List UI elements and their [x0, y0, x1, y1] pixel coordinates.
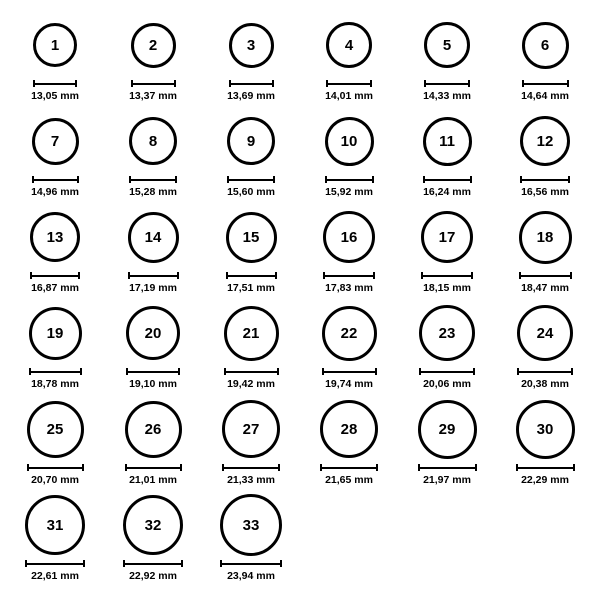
- ring-diameter-label: 19,10 mm: [129, 378, 177, 390]
- ring-diameter-label: 22,92 mm: [129, 570, 177, 582]
- ring-size-label: 31: [46, 516, 64, 534]
- ring-size-label: 25: [46, 420, 64, 438]
- ring-size-label: 16: [340, 228, 358, 246]
- ring-size-label: 27: [242, 420, 260, 438]
- ring-size-cell: [496, 302, 594, 398]
- caliper-bar: [424, 80, 470, 87]
- caliper-bar: [129, 176, 177, 183]
- ring-circle-wrap: [131, 14, 176, 76]
- ring-circle-wrap: [418, 398, 477, 460]
- ring-size-label: 18: [536, 228, 554, 246]
- ring-diameter-label: 15,60 mm: [227, 186, 275, 198]
- ring-circle-wrap: [224, 302, 279, 364]
- ring-circle-icon: [520, 116, 570, 166]
- diameter-caliper-icon: [29, 367, 82, 376]
- caliper-bar: [126, 368, 180, 375]
- caliper-bar: [131, 80, 176, 87]
- ring-circle-icon: [126, 306, 180, 360]
- ring-size-cell: [104, 494, 202, 590]
- caliper-bar: [323, 272, 375, 279]
- ring-size-cell: [202, 494, 300, 590]
- caliper-bar: [421, 272, 473, 279]
- caliper-bar: [32, 176, 79, 183]
- caliper-bar: [27, 464, 84, 471]
- ring-diameter-label: 15,28 mm: [129, 186, 177, 198]
- ring-circle-wrap: [33, 14, 77, 76]
- diameter-caliper-icon: [27, 463, 84, 472]
- diameter-caliper-icon: [224, 367, 279, 376]
- ring-circle-icon: [229, 23, 274, 68]
- ring-circle-icon: [125, 401, 182, 458]
- ring-circle-wrap: [126, 302, 180, 364]
- ring-size-cell: [398, 14, 496, 110]
- ring-circle-icon: [32, 118, 79, 165]
- caliper-bar: [516, 464, 575, 471]
- ring-circle-wrap: [222, 398, 280, 460]
- ring-size-label: 8: [148, 132, 158, 150]
- ring-size-label: 13: [46, 228, 64, 246]
- ring-circle-icon: [226, 212, 277, 263]
- ring-circle-wrap: [25, 494, 85, 556]
- ring-circle-wrap: [30, 206, 80, 268]
- ring-circle-icon: [131, 23, 176, 68]
- ring-diameter-label: 13,37 mm: [129, 90, 177, 102]
- ring-circle-icon: [27, 401, 84, 458]
- ring-circle-wrap: [129, 110, 177, 172]
- ring-diameter-label: 20,06 mm: [423, 378, 471, 390]
- ring-diameter-label: 23,94 mm: [227, 570, 275, 582]
- ring-size-cell: [104, 110, 202, 206]
- ring-size-grid: [6, 14, 594, 590]
- ring-size-label: 4: [344, 36, 354, 54]
- ring-size-cell: [6, 494, 104, 590]
- diameter-caliper-icon: [519, 271, 572, 280]
- ring-circle-wrap: [27, 398, 84, 460]
- ring-circle-icon: [519, 211, 572, 264]
- ring-size-label: 32: [144, 516, 162, 534]
- diameter-caliper-icon: [32, 175, 79, 184]
- diameter-caliper-icon: [126, 367, 180, 376]
- caliper-bar: [125, 464, 182, 471]
- ring-diameter-label: 19,74 mm: [325, 378, 373, 390]
- ring-size-label: 29: [438, 420, 456, 438]
- ring-circle-wrap: [517, 302, 573, 364]
- ring-diameter-label: 21,65 mm: [325, 474, 373, 486]
- ring-size-cell: [202, 398, 300, 494]
- ring-size-cell: [104, 302, 202, 398]
- ring-circle-wrap: [326, 14, 372, 76]
- diameter-caliper-icon: [326, 79, 372, 88]
- ring-size-label: 26: [144, 420, 162, 438]
- diameter-caliper-icon: [128, 271, 179, 280]
- ring-size-cell: [104, 206, 202, 302]
- ring-size-label: 28: [340, 420, 358, 438]
- ring-diameter-label: 20,38 mm: [521, 378, 569, 390]
- diameter-caliper-icon: [226, 271, 277, 280]
- ring-size-label: 22: [340, 324, 358, 342]
- ring-size-label: 11: [439, 132, 455, 150]
- ring-diameter-label: 14,96 mm: [31, 186, 79, 198]
- ring-diameter-label: 16,87 mm: [31, 282, 79, 294]
- diameter-caliper-icon: [418, 463, 477, 472]
- ring-size-cell: [496, 14, 594, 110]
- caliper-bar: [224, 368, 279, 375]
- ring-circle-icon: [227, 117, 275, 165]
- ring-circle-icon: [522, 22, 569, 69]
- ring-circle-wrap: [123, 494, 183, 556]
- caliper-bar: [419, 368, 475, 375]
- ring-size-cell: [300, 110, 398, 206]
- ring-circle-wrap: [419, 302, 475, 364]
- ring-circle-wrap: [322, 302, 377, 364]
- diameter-caliper-icon: [423, 175, 472, 184]
- ring-diameter-label: 17,51 mm: [227, 282, 275, 294]
- caliper-bar: [29, 368, 82, 375]
- ring-circle-icon: [516, 400, 575, 459]
- ring-diameter-label: 18,47 mm: [521, 282, 569, 294]
- diameter-caliper-icon: [424, 79, 470, 88]
- diameter-caliper-icon: [131, 79, 176, 88]
- ring-diameter-label: 15,92 mm: [325, 186, 373, 198]
- ring-circle-wrap: [320, 398, 378, 460]
- ring-circle-wrap: [424, 14, 470, 76]
- ring-circle-icon: [320, 400, 378, 458]
- caliper-bar: [220, 560, 282, 567]
- diameter-caliper-icon: [421, 271, 473, 280]
- ring-diameter-label: 13,05 mm: [31, 90, 79, 102]
- ring-size-label: 14: [144, 228, 162, 246]
- ring-size-cell: [6, 206, 104, 302]
- ring-circle-icon: [222, 400, 280, 458]
- caliper-bar: [326, 80, 372, 87]
- ring-diameter-label: 17,19 mm: [129, 282, 177, 294]
- ring-diameter-label: 13,69 mm: [227, 90, 275, 102]
- ring-size-cell: [202, 302, 300, 398]
- ring-diameter-label: 14,33 mm: [423, 90, 471, 102]
- ring-circle-icon: [322, 306, 377, 361]
- diameter-caliper-icon: [520, 175, 570, 184]
- ring-circle-icon: [325, 117, 374, 166]
- ring-circle-wrap: [226, 206, 277, 268]
- ring-circle-icon: [421, 211, 473, 263]
- ring-size-label: 6: [540, 36, 550, 54]
- diameter-caliper-icon: [125, 463, 182, 472]
- diameter-caliper-icon: [123, 559, 183, 568]
- caliper-bar: [229, 80, 274, 87]
- diameter-caliper-icon: [129, 175, 177, 184]
- ring-size-cell: [398, 302, 496, 398]
- ring-circle-icon: [517, 305, 573, 361]
- ring-size-cell: [496, 206, 594, 302]
- diameter-caliper-icon: [33, 79, 77, 88]
- ring-size-label: 2: [148, 36, 158, 54]
- diameter-caliper-icon: [522, 79, 569, 88]
- ring-circle-wrap: [421, 206, 473, 268]
- ring-size-cell: [6, 14, 104, 110]
- ring-size-label: 17: [438, 228, 456, 246]
- ring-size-cell: [398, 110, 496, 206]
- ring-size-cell: [496, 110, 594, 206]
- ring-size-cell: [202, 206, 300, 302]
- ring-circle-icon: [33, 23, 77, 67]
- ring-circle-icon: [424, 22, 470, 68]
- ring-diameter-label: 21,01 mm: [129, 474, 177, 486]
- caliper-bar: [517, 368, 573, 375]
- ring-circle-wrap: [522, 14, 569, 76]
- ring-circle-icon: [123, 495, 183, 555]
- ring-size-cell: [104, 14, 202, 110]
- diameter-caliper-icon: [325, 175, 374, 184]
- ring-size-cell: [300, 14, 398, 110]
- caliper-bar: [325, 176, 374, 183]
- ring-circle-wrap: [125, 398, 182, 460]
- ring-diameter-label: 18,15 mm: [423, 282, 471, 294]
- ring-circle-icon: [418, 400, 477, 459]
- ring-circle-icon: [423, 117, 472, 166]
- ring-diameter-label: 18,78 mm: [31, 378, 79, 390]
- ring-size-label: 9: [246, 132, 256, 150]
- caliper-bar: [222, 464, 280, 471]
- ring-size-label: 30: [536, 420, 554, 438]
- ring-size-cell: [6, 398, 104, 494]
- ring-circle-wrap: [520, 110, 570, 172]
- ring-size-cell: [496, 398, 594, 494]
- caliper-bar: [226, 272, 277, 279]
- ring-circle-wrap: [516, 398, 575, 460]
- caliper-bar: [128, 272, 179, 279]
- ring-circle-wrap: [323, 206, 375, 268]
- ring-size-label: 24: [536, 324, 554, 342]
- ring-size-cell: [398, 398, 496, 494]
- ring-size-cell: [300, 206, 398, 302]
- ring-circle-icon: [323, 211, 375, 263]
- diameter-caliper-icon: [323, 271, 375, 280]
- ring-size-label: 20: [144, 324, 162, 342]
- ring-circle-wrap: [519, 206, 572, 268]
- caliper-bar: [25, 560, 85, 567]
- caliper-bar: [522, 80, 569, 87]
- ring-diameter-label: 19,42 mm: [227, 378, 275, 390]
- ring-diameter-label: 16,24 mm: [423, 186, 471, 198]
- diameter-caliper-icon: [25, 559, 85, 568]
- ring-circle-wrap: [227, 110, 275, 172]
- ring-circle-wrap: [220, 494, 282, 556]
- ring-circle-icon: [30, 212, 80, 262]
- ring-size-label: 23: [438, 324, 456, 342]
- ring-size-cell: [202, 14, 300, 110]
- ring-size-label: 12: [536, 132, 554, 150]
- caliper-bar: [519, 272, 572, 279]
- ring-diameter-label: 21,33 mm: [227, 474, 275, 486]
- ring-circle-icon: [224, 306, 279, 361]
- ring-size-cell: [202, 110, 300, 206]
- ring-size-label: 5: [442, 36, 452, 54]
- diameter-caliper-icon: [322, 367, 377, 376]
- ring-diameter-label: 16,56 mm: [521, 186, 569, 198]
- ring-size-label: 1: [50, 36, 60, 54]
- ring-size-cell: [6, 302, 104, 398]
- diameter-caliper-icon: [517, 367, 573, 376]
- ring-size-label: 15: [242, 228, 260, 246]
- caliper-bar: [227, 176, 275, 183]
- ring-circle-icon: [128, 212, 179, 263]
- caliper-bar: [30, 272, 80, 279]
- caliper-bar: [322, 368, 377, 375]
- ring-size-label: 33: [242, 516, 260, 534]
- caliper-bar: [418, 464, 477, 471]
- ring-circle-icon: [326, 22, 372, 68]
- caliper-bar: [33, 80, 77, 87]
- ring-diameter-label: 22,61 mm: [31, 570, 79, 582]
- ring-circle-icon: [419, 305, 475, 361]
- ring-circle-wrap: [229, 14, 274, 76]
- diameter-caliper-icon: [30, 271, 80, 280]
- ring-circle-icon: [129, 117, 177, 165]
- ring-size-label: 3: [246, 36, 256, 54]
- ring-diameter-label: 14,64 mm: [521, 90, 569, 102]
- diameter-caliper-icon: [320, 463, 378, 472]
- caliper-bar: [520, 176, 570, 183]
- ring-size-label: 10: [340, 132, 358, 150]
- caliper-bar: [123, 560, 183, 567]
- diameter-caliper-icon: [516, 463, 575, 472]
- diameter-caliper-icon: [229, 79, 274, 88]
- diameter-caliper-icon: [419, 367, 475, 376]
- ring-circle-icon: [29, 307, 82, 360]
- ring-circle-wrap: [423, 110, 472, 172]
- diameter-caliper-icon: [220, 559, 282, 568]
- ring-size-cell: [300, 302, 398, 398]
- ring-diameter-label: 17,83 mm: [325, 282, 373, 294]
- ring-diameter-label: 21,97 mm: [423, 474, 471, 486]
- diameter-caliper-icon: [222, 463, 280, 472]
- ring-diameter-label: 22,29 mm: [521, 474, 569, 486]
- ring-circle-wrap: [29, 302, 82, 364]
- caliper-bar: [423, 176, 472, 183]
- ring-diameter-label: 14,01 mm: [325, 90, 373, 102]
- ring-size-cell: [104, 398, 202, 494]
- ring-circle-wrap: [325, 110, 374, 172]
- ring-size-cell: [6, 110, 104, 206]
- ring-circle-icon: [220, 494, 282, 556]
- ring-circle-wrap: [32, 110, 79, 172]
- diameter-caliper-icon: [227, 175, 275, 184]
- ring-size-label: 21: [242, 324, 260, 342]
- ring-size-label: 19: [46, 324, 64, 342]
- caliper-bar: [320, 464, 378, 471]
- ring-diameter-label: 20,70 mm: [31, 474, 79, 486]
- ring-size-cell: [300, 398, 398, 494]
- ring-size-cell: [398, 206, 496, 302]
- ring-circle-wrap: [128, 206, 179, 268]
- ring-circle-icon: [25, 495, 85, 555]
- ring-size-label: 7: [50, 132, 60, 150]
